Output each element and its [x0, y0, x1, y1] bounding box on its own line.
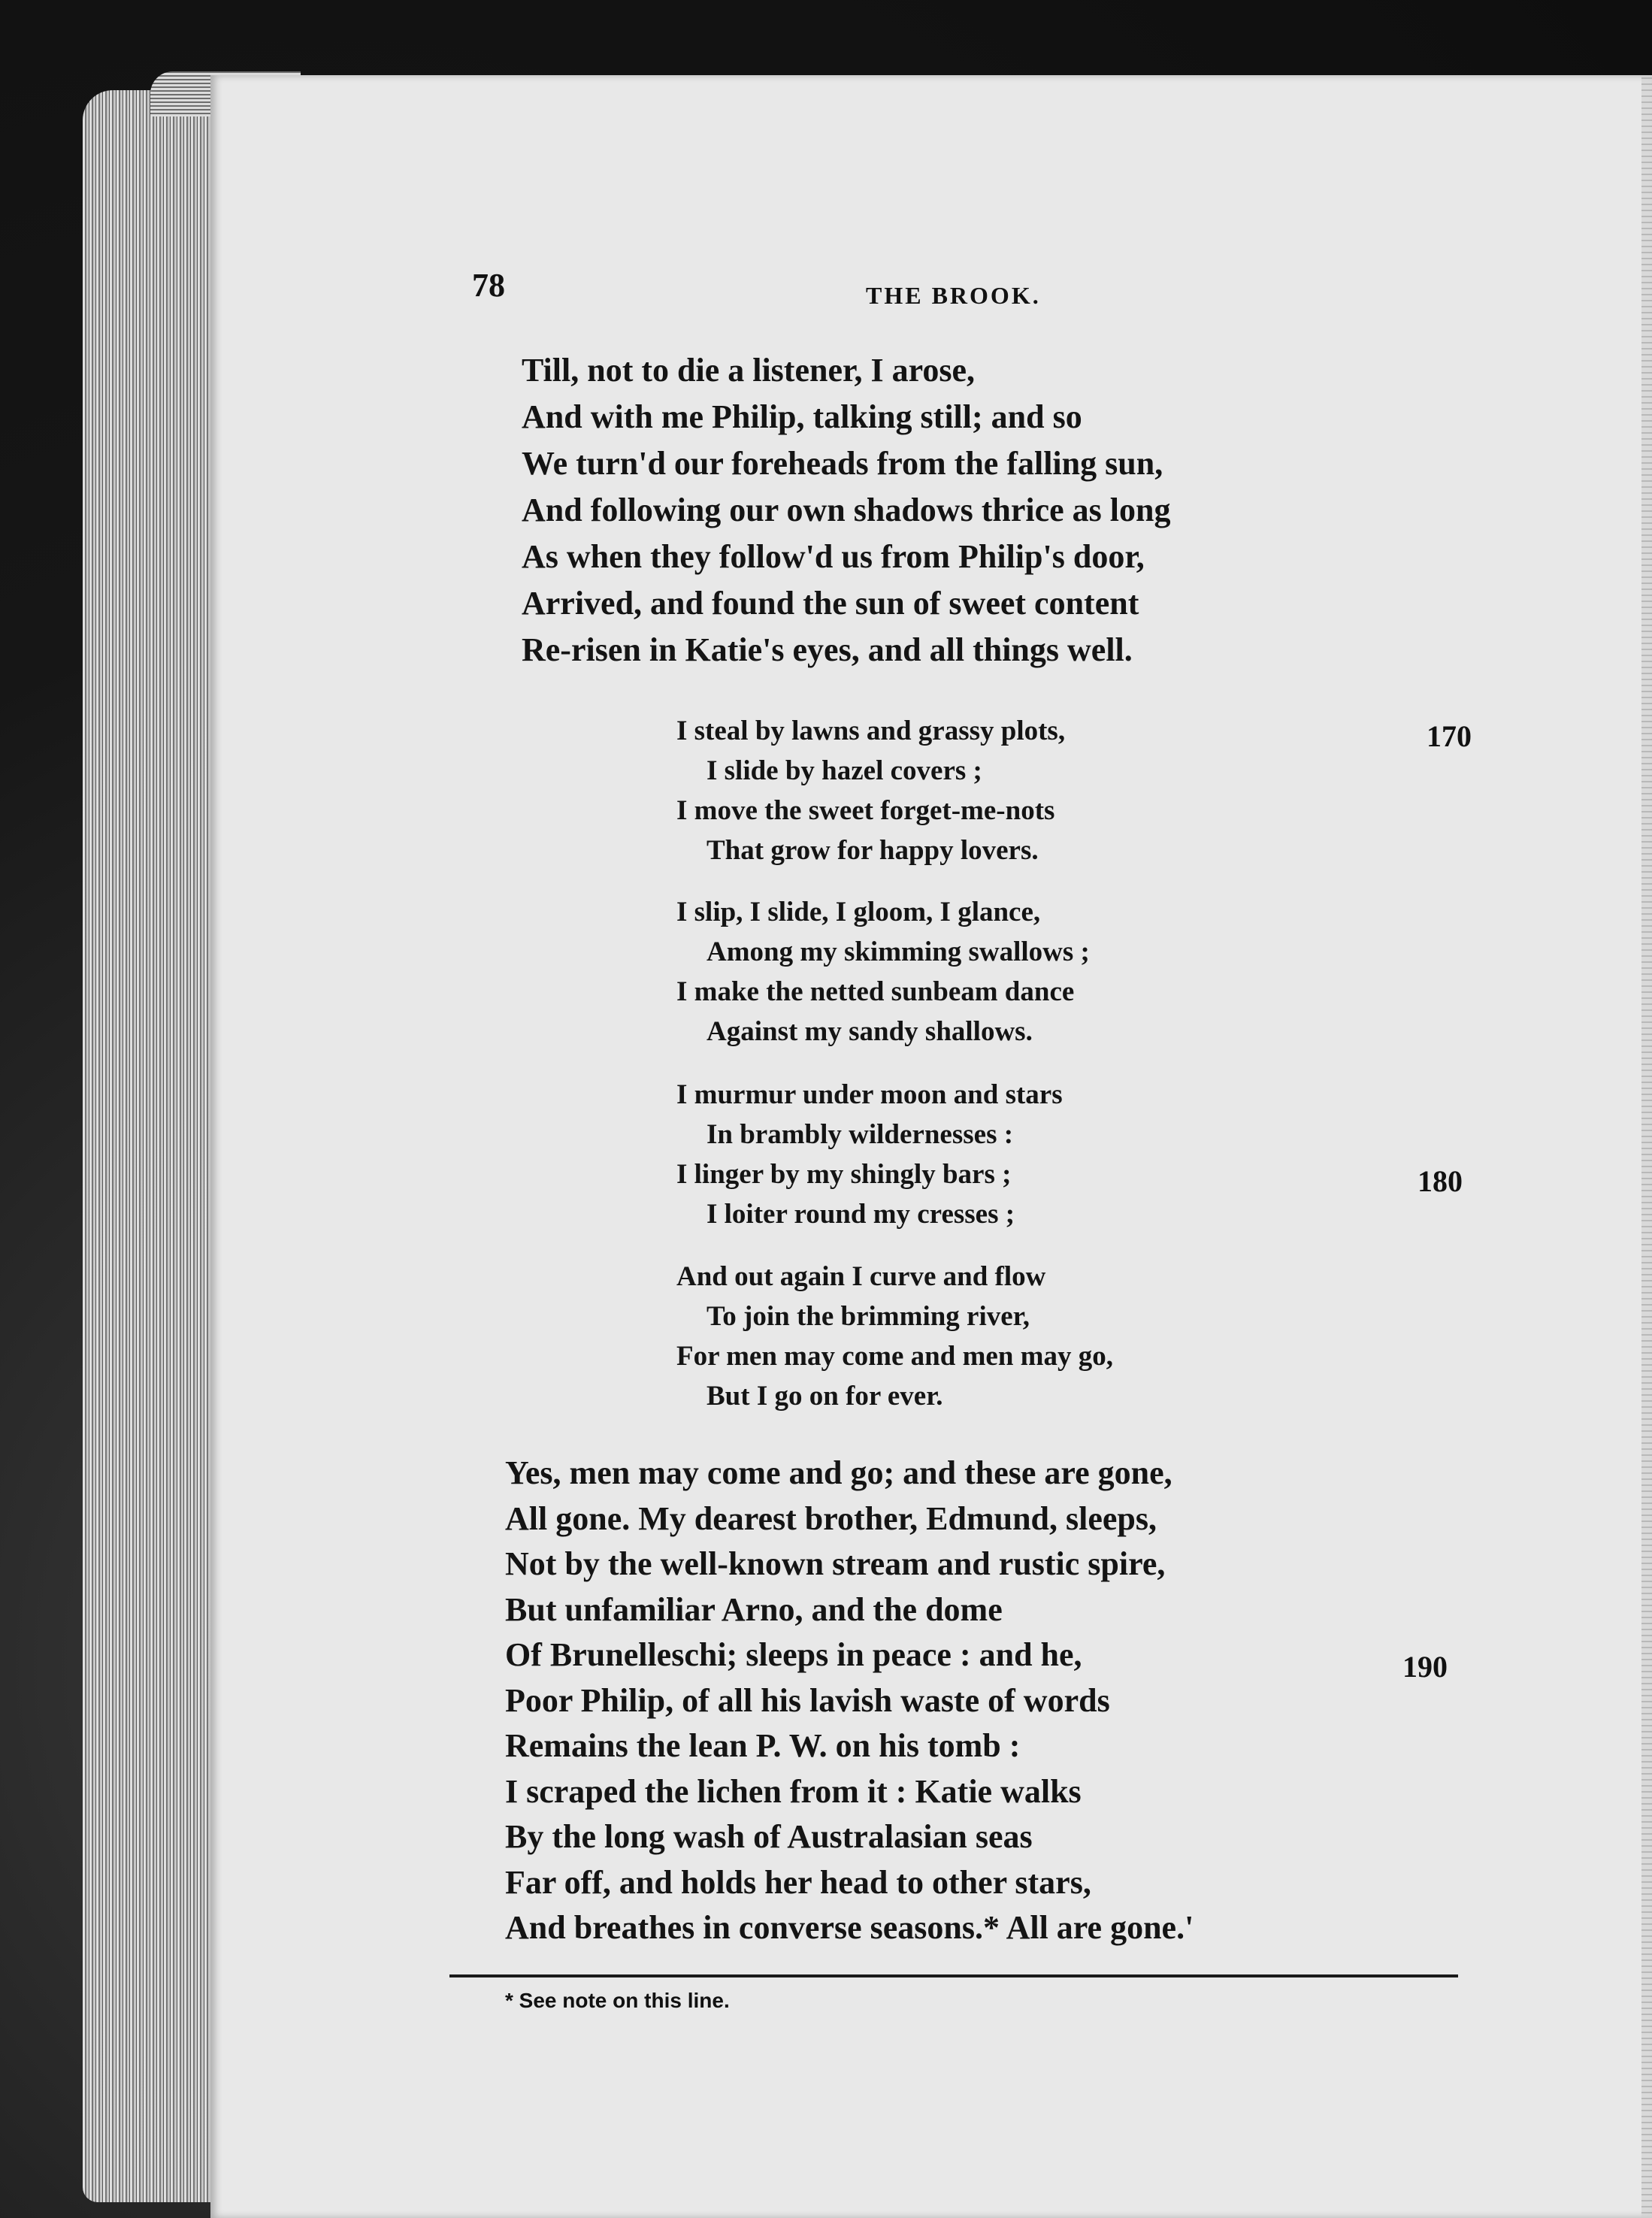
verse-line: I slip, I slide, I gloom, I glance, [676, 897, 1041, 927]
narrative-passage-2 [505, 1451, 1194, 1951]
verse-line: I steal by lawns and grassy plots, [676, 716, 1066, 746]
verse-line: That grow for happy lovers. [706, 835, 1039, 866]
verse-line: And breathes in converse seasons.* All are gone.' [505, 1909, 1194, 1946]
running-head: THE BROOK. [866, 282, 1041, 309]
book-page-right-edge [1641, 75, 1652, 2218]
verse-line: Remains the lean P. W. on his tomb : [505, 1727, 1021, 1764]
verse-line: Of Brunelleschi; sleeps in peace : and he, [505, 1636, 1082, 1673]
verse-line: And with me Philip, talking still; and so [522, 398, 1082, 435]
narrative-passage-1 [522, 347, 1170, 673]
verse-line: I loiter round my cresses ; [706, 1199, 1015, 1230]
verse-line: All gone. My dearest brother, Edmund, sleeps, [505, 1499, 1157, 1537]
song-stanza-3 [676, 1075, 1063, 1234]
verse-line: Far off, and holds her head to other stars, [505, 1863, 1091, 1901]
verse-line: Not by the well-known stream and rustic spire, [505, 1545, 1166, 1582]
book-page-edges [83, 90, 214, 2202]
verse-line: Re-risen in Katie's eyes, and all things well. [522, 631, 1133, 668]
footnote: * See note on this line. [505, 1989, 730, 2012]
verse-line: We turn'd our foreheads from the falling sun, [522, 445, 1163, 482]
line-number-180: 180 [1418, 1164, 1463, 1198]
verse-line: I make the netted sunbeam dance [676, 976, 1075, 1007]
verse-line: And out again I curve and flow [676, 1261, 1046, 1292]
verse-line: Till, not to die a listener, I arose, [522, 352, 975, 389]
song-stanza-2 [676, 892, 1090, 1052]
verse-line: For men may come and men may go, [676, 1341, 1113, 1372]
footnote-rule [449, 1974, 1458, 1977]
verse-line: I scraped the lichen from it : Katie walks [505, 1772, 1082, 1810]
verse-line: To join the brimming river, [706, 1301, 1030, 1332]
verse-line: I move the sweet forget-me-nots [676, 795, 1055, 826]
song-stanza-1 [676, 711, 1065, 870]
verse-line: Among my skimming swallows ; [706, 937, 1090, 967]
verse-line: Arrived, and found the sun of sweet content [522, 585, 1139, 622]
line-number-170: 170 [1427, 719, 1472, 753]
verse-line: Yes, men may come and go; and these are gone, [505, 1454, 1172, 1491]
verse-line: By the long wash of Australasian seas [505, 1818, 1033, 1855]
line-number-190: 190 [1402, 1650, 1448, 1684]
page-number: 78 [472, 267, 505, 304]
verse-line: I slide by hazel covers ; [706, 755, 982, 786]
verse-line: I murmur under moon and stars [676, 1079, 1063, 1110]
verse-line: But unfamiliar Arno, and the dome [505, 1590, 1003, 1628]
song-stanza-4 [676, 1257, 1113, 1416]
verse-line: Poor Philip, of all his lavish waste of words [505, 1681, 1110, 1719]
verse-line: I linger by my shingly bars ; [676, 1159, 1012, 1190]
verse-line: But I go on for ever. [706, 1381, 943, 1412]
verse-line: In brambly wildernesses : [706, 1119, 1014, 1150]
verse-line: Against my sandy shallows. [706, 1016, 1033, 1047]
verse-line: As when they follow'd us from Philip's door, [522, 538, 1145, 575]
verse-line: And following our own shadows thrice as long [522, 492, 1171, 528]
